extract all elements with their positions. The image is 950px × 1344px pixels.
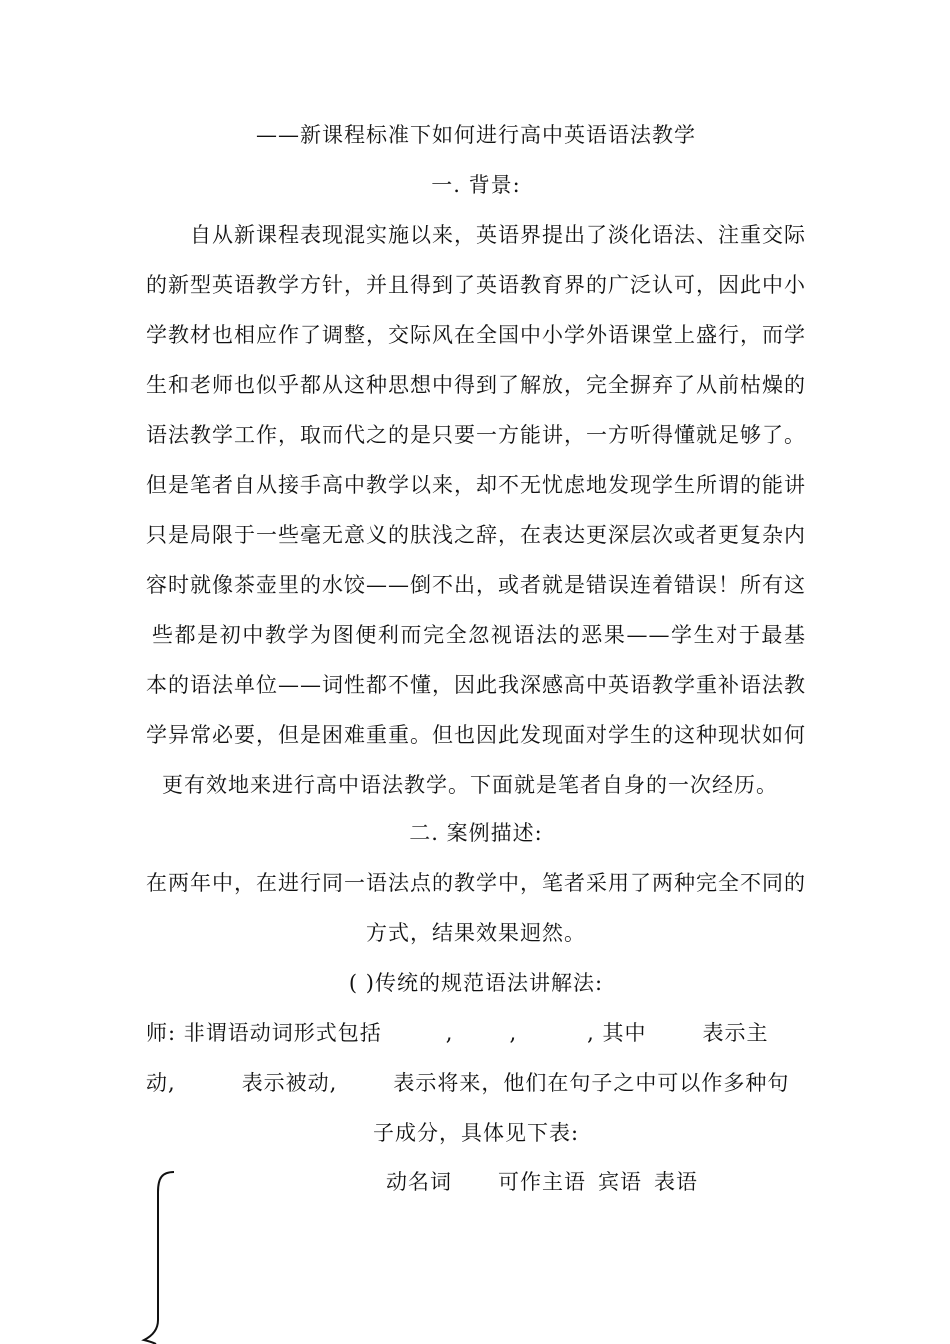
paragraph-line: 学教材也相应作了调整，交际风在全国中小学外语课堂上盛行，而学 — [146, 323, 806, 347]
paragraph-line: 自从新课程表现混实施以来，英语界提出了淡化语法、注重交际 — [190, 223, 806, 247]
paragraph-line: 但是笔者自从接手高中教学以来，却不无忧虑地发现学生所谓的能讲 — [146, 473, 806, 497]
teacher-text: 表示被动, — [241, 1071, 338, 1095]
paragraph-line: 容时就像茶壶里的水饺——倒不出，或者就是错误连着错误！所有这 — [146, 573, 806, 597]
paragraph-line: 些都是初中教学为图便利而完全忽视语法的恶果——学生对于最基 — [152, 623, 806, 647]
paragraph-line: 学异常必要，但是困难重重。但也因此发现面对学生的这种现状如何 — [146, 723, 806, 747]
teacher-text: , 其中 — [587, 1021, 647, 1045]
blank-separator: , — [509, 1021, 518, 1045]
document-subtitle: ——新课程标准下如何进行高中英语语法教学 — [256, 123, 696, 147]
paragraph-line: 方式，结果效果迥然。 — [366, 921, 586, 945]
paragraph-line: 生和老师也似乎都从这种思想中得到了解放，完全摒弃了从前枯燥的 — [146, 373, 806, 397]
section-heading-background: 一. 背景: — [431, 173, 521, 197]
teacher-line-2 — [146, 1068, 806, 1098]
teacher-text: 表示主 — [702, 1021, 769, 1045]
paragraph-line: 更有效地来进行高中语法教学。下面就是笔者自身的一次经历。 — [162, 773, 778, 797]
subheading-traditional-method: ( )传统的规范语法讲解法: — [348, 971, 604, 995]
teacher-text: 表示将来，他们在句子之中可以作多种句 — [393, 1071, 790, 1095]
teacher-line-1 — [146, 1018, 806, 1048]
teacher-line-3: 子成分，具体见下表: — [372, 1121, 580, 1145]
teacher-text: 师: 非谓语动词形式包括 — [146, 1021, 382, 1045]
table-function: 可作主语 — [498, 1170, 586, 1194]
table-term: 动名词 — [386, 1170, 452, 1194]
paragraph-line: 本的语法单位——词性都不懂，因此我深感高中英语教学重补语法教 — [146, 673, 806, 697]
table-row-gerund — [386, 1167, 698, 1197]
curly-brace-icon — [140, 1170, 180, 1344]
paragraph-line: 的新型英语教学方针，并且得到了英语教育界的广泛认可，因此中小 — [146, 273, 806, 297]
table-function: 表语 — [654, 1170, 698, 1194]
paragraph-line: 只是局限于一些毫无意义的肤浅之辞，在表达更深层次或者更复杂内 — [146, 523, 806, 547]
teacher-text: 动, — [146, 1071, 176, 1095]
section-heading-case: 二. 案例描述: — [409, 821, 543, 845]
paragraph-line: 在两年中，在进行同一语法点的教学中，笔者采用了两种完全不同的 — [146, 871, 806, 895]
paragraph-line: 语法教学工作，取而代之的是只要一方能讲，一方听得懂就足够了。 — [146, 423, 806, 447]
blank-separator: , — [445, 1021, 454, 1045]
table-function: 宾语 — [598, 1170, 642, 1194]
